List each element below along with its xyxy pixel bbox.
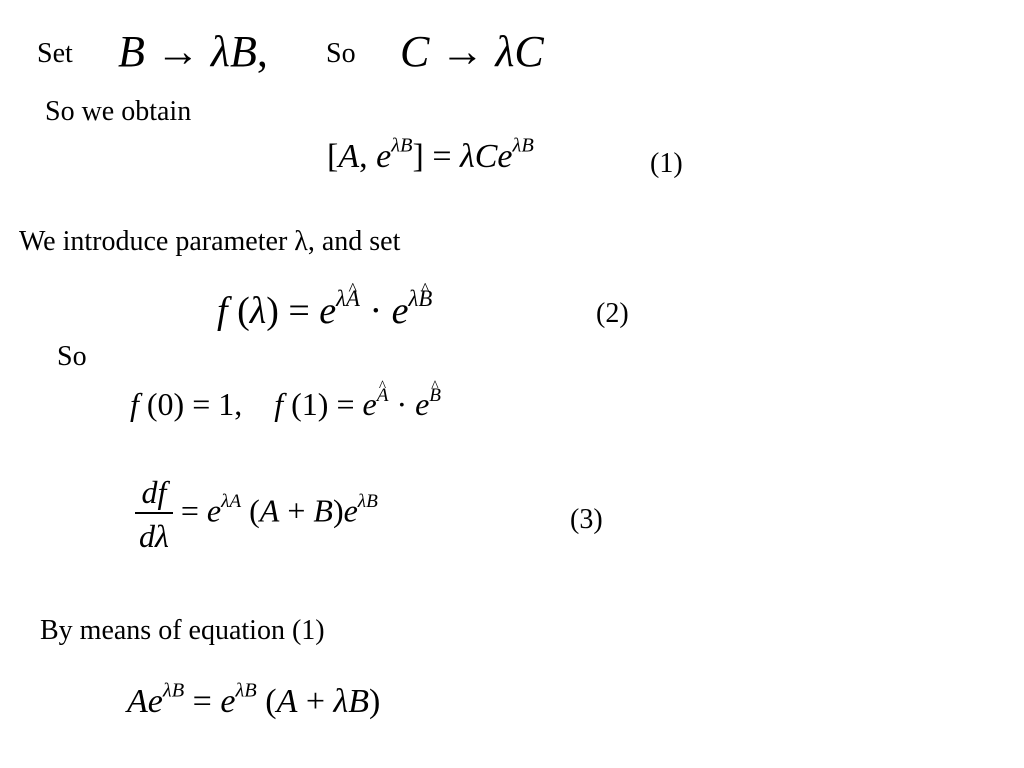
substitution-c: C → λC — [400, 27, 544, 76]
equation-2-number: (2) — [596, 298, 629, 329]
introduce-parameter-text: We introduce parameter λ, and set — [19, 226, 401, 257]
substitution-b: B → λB, — [118, 27, 268, 76]
commutation-result: $Ae^{\lambda B} = e^{\lambda B}$ (A + λB) — [127, 679, 381, 720]
so-label-2: So — [57, 341, 87, 372]
equation-2: f $(\lambda) = e^{\lambda A} \cdot e^{\lambda B}$ — [217, 285, 433, 332]
by-means-text: By means of equation (1) — [40, 615, 325, 646]
equation-3: $\frac{df}{d\lambda}$ = $e^{\lambda A}$ $(A + B)e^{\lambda B}$ — [135, 476, 378, 552]
equation-1-number: (1) — [650, 148, 683, 179]
so-label-1: So — [326, 38, 356, 69]
so-we-obtain-text: So we obtain — [45, 96, 192, 127]
derivative-fraction: $\frac{df}{d\lambda}$ — [135, 476, 173, 552]
boundary-values: f (0) = 1, f $(1) = e^A \cdot e^B$ — [130, 384, 442, 422]
set-label: Set — [37, 38, 73, 69]
equation-1: [A, $e^{\lambda B}] = \lambda Ce^{\lambda B}$ — [327, 134, 534, 175]
equation-3-number: (3) — [570, 504, 603, 535]
